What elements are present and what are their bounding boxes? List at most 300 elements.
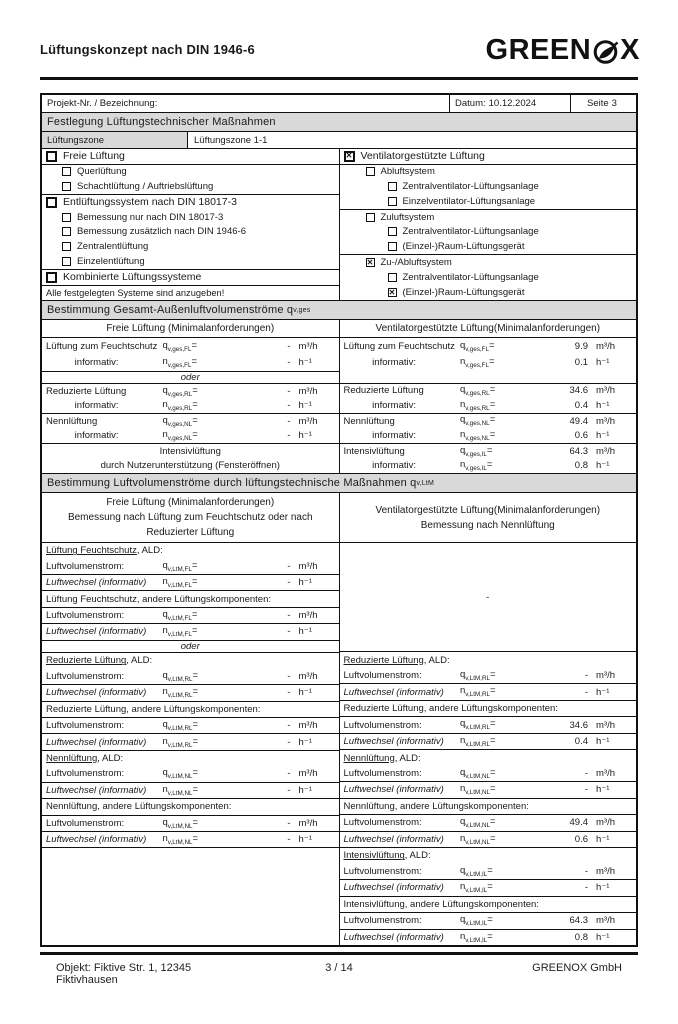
value-field: 0.6	[574, 833, 588, 845]
checkbox-icon[interactable]	[366, 213, 375, 222]
checkbox-icon[interactable]	[366, 167, 375, 176]
column-header-line: Ventilatorgestützte Lüftung(Minimalanforderungen)	[375, 504, 601, 516]
formula-symbol	[460, 669, 546, 682]
formula-label: Luftvolumenstrom:	[343, 719, 422, 731]
checkbox-label: Ventilatorgestützte Lüftung	[360, 150, 485, 163]
formula-row	[340, 338, 637, 354]
symbol-letter: q	[460, 864, 466, 876]
value-field: -	[287, 340, 291, 352]
heading-underlined: Nennlüftung	[46, 753, 98, 765]
symbol-subscript: v,ges,FL	[465, 361, 489, 369]
symbol-letter: q	[162, 608, 168, 620]
column-header-line: Reduzierter Lüftung	[146, 527, 235, 538]
formula-row	[340, 684, 637, 700]
formula-symbol	[163, 719, 249, 732]
symbol-letter: n	[460, 930, 466, 942]
symbol-letter: q	[162, 669, 168, 681]
unit-label: h⁻¹	[596, 833, 610, 845]
symbol-letter: n	[460, 783, 466, 795]
checkbox-icon[interactable]	[62, 213, 71, 222]
zone-row	[42, 132, 636, 149]
brand-logo	[486, 34, 640, 67]
checkbox-icon[interactable]	[62, 227, 71, 236]
formula-label: Luftwechsel (informativ)	[343, 784, 444, 796]
formula-row	[42, 766, 339, 782]
section-title-text: Festlegung Lüftungstechnischer Maßnahmen	[47, 116, 276, 128]
symbol-subscript: v,ges,NL	[465, 434, 490, 442]
equals-sign: =	[192, 833, 199, 845]
formula-label: informativ:	[372, 356, 416, 368]
formula-label: Luftwechsel (informativ)	[46, 784, 147, 796]
checkbox-group	[340, 210, 637, 256]
formula-label: Luftvolumenstrom:	[343, 865, 422, 877]
formula-label: Luftwechsel (informativ)	[343, 686, 444, 698]
symbol-letter: q	[460, 816, 466, 828]
block-heading	[42, 653, 339, 668]
value-field: -	[584, 686, 588, 698]
formula-row	[340, 930, 637, 945]
symbol-letter: q	[460, 414, 466, 426]
section-title-text: Bestimmung Gesamt-Außenluftvolumenströme q	[47, 304, 294, 316]
symbol-letter: q	[162, 816, 168, 828]
checkbox-item	[340, 179, 637, 194]
formula-symbol	[163, 415, 249, 428]
checkbox-icon[interactable]	[62, 167, 71, 176]
unit-label: h⁻¹	[596, 736, 610, 748]
equals-sign: =	[489, 398, 496, 410]
total-airflow-right-column	[340, 338, 637, 473]
formula-row	[340, 428, 637, 443]
section-title-subscript: v,LtM	[416, 479, 435, 487]
symbol-subscript: v,ges,IL	[465, 465, 487, 473]
symbol-subscript: v,ges,NL	[167, 435, 193, 443]
equals-sign: =	[192, 783, 199, 795]
checkbox-icon[interactable]	[388, 197, 397, 206]
heading-rest: , ALD:	[423, 654, 450, 666]
formula-symbol	[163, 609, 249, 622]
symbol-subscript: v,LtM,RL	[465, 674, 491, 682]
formula-symbol	[460, 685, 546, 698]
system-selection-area	[42, 149, 636, 301]
section2-title	[42, 301, 636, 320]
footer	[40, 962, 638, 986]
formula-label: Luftvolumenstrom:	[46, 560, 125, 572]
unit-label: m³/h	[596, 865, 615, 877]
checkbox-label: Bemessung zusätzlich nach DIN 1946-6	[77, 226, 246, 238]
formula-symbol	[460, 445, 546, 458]
symbol-subscript: v,ges,RL	[167, 405, 193, 413]
symbol-subscript: v,ges,NL	[167, 420, 193, 428]
checkbox-item	[340, 225, 637, 240]
checkbox-group	[340, 255, 637, 300]
value-field: 0.8	[574, 931, 588, 943]
checkbox-checked-icon[interactable]	[366, 258, 375, 267]
value-field: -	[287, 430, 291, 442]
column-header-left: Freie Lüftung (Minimalanforderungen)	[42, 320, 340, 337]
formula-row	[42, 816, 339, 832]
form-block	[340, 338, 637, 384]
value-field: -	[287, 386, 291, 398]
equals-sign: =	[486, 459, 493, 471]
formula-symbol	[163, 576, 249, 589]
formula-row	[42, 734, 339, 750]
formula-row	[340, 458, 637, 473]
symbol-letter: n	[162, 576, 168, 587]
formula-symbol	[163, 670, 249, 683]
unit-label: m³/h	[298, 415, 318, 427]
equals-sign: =	[192, 669, 199, 681]
formula-label: Nennlüftung	[46, 415, 98, 427]
value-field: 9.9	[574, 340, 588, 352]
formula-symbol	[163, 560, 249, 573]
unit-label: h⁻¹	[298, 736, 312, 748]
formula-symbol	[460, 459, 546, 472]
formula-label: Luftvolumenstrom:	[343, 670, 422, 682]
symbol-subscript: v,ges,IL	[465, 450, 487, 458]
value-field: -	[287, 577, 291, 589]
page-value: 3	[611, 98, 617, 109]
unit-label: h⁻¹	[596, 784, 610, 796]
formula-symbol	[163, 625, 249, 638]
value-field: -	[287, 736, 291, 748]
form-block	[42, 414, 339, 444]
section3-column-headers	[42, 493, 636, 543]
value-field: 64.3	[569, 915, 588, 927]
heading-rest: , ALD:	[394, 752, 421, 764]
symbol-subscript: v,LtM,NL	[465, 838, 491, 846]
symbol-letter: n	[162, 686, 168, 698]
symbol-subscript: v,ges,NL	[465, 420, 490, 428]
or-separator: oder	[180, 372, 200, 384]
formula-symbol	[163, 784, 249, 797]
or-separator: oder	[42, 641, 339, 654]
equals-sign: =	[490, 766, 496, 778]
value-field: -	[287, 400, 291, 412]
formula-symbol	[163, 686, 249, 699]
footer-page-indicator: 3 / 14	[325, 962, 353, 974]
equals-sign: =	[192, 767, 199, 779]
formula-symbol	[163, 356, 249, 369]
formula-row	[340, 384, 637, 399]
unit-label: m³/h	[298, 670, 318, 682]
value-field: -	[584, 784, 588, 796]
date-value: 10.12.2024	[488, 98, 537, 109]
checkbox-icon[interactable]	[46, 197, 57, 208]
column-header-line: Bemessung nach Lüftung zum Feuchtschutz oder nach	[67, 512, 313, 523]
equals-sign: =	[489, 384, 496, 396]
symbol-letter: q	[162, 767, 168, 779]
value-field: -	[287, 768, 291, 780]
symbol-subscript: v,LtM,FL	[167, 614, 192, 622]
value-field: -	[287, 784, 291, 796]
block-heading: Intensivlüftung, andere Lüftungskomponenten:	[340, 897, 637, 913]
formula-symbol	[460, 384, 546, 397]
formula-row	[340, 668, 637, 684]
value-field: -	[584, 767, 588, 779]
meta-row	[42, 95, 636, 113]
formula-row	[340, 354, 637, 370]
block-heading: Reduzierte Lüftung, andere Lüftungskomponenten:	[42, 702, 339, 718]
value-field: -	[584, 882, 588, 894]
document-title: Lüftungskonzept nach DIN 1946-6	[40, 42, 255, 57]
checkbox-label: Zu-/Abluftsystem	[380, 257, 452, 269]
symbol-subscript: v,LtM,IL	[465, 936, 488, 944]
unit-label: m³/h	[596, 415, 615, 427]
formula-label: Luftwechsel (informativ)	[46, 577, 147, 589]
date-field	[450, 95, 571, 112]
unit-label: h⁻¹	[298, 834, 312, 846]
checkbox-item	[42, 179, 339, 194]
formula-row	[340, 815, 637, 831]
unit-label: h⁻¹	[298, 430, 312, 442]
value-field: 49.4	[569, 817, 588, 829]
symbol-letter: q	[460, 384, 466, 396]
value-field: 0.1	[574, 356, 588, 368]
dash-placeholder: -	[486, 591, 490, 603]
checkbox-icon[interactable]	[46, 272, 57, 283]
value-field: 0.4	[574, 399, 588, 411]
value-field: -	[287, 834, 291, 846]
heading-underlined: Lüftung Feuchtschutz	[46, 545, 137, 557]
formula-row	[42, 685, 339, 701]
checkbox-icon[interactable]	[62, 242, 71, 251]
checkbox-label: Kombinierte Lüftungssysteme	[63, 271, 202, 284]
formula-row	[42, 575, 339, 591]
symbol-subscript: v,LtM,FL	[167, 631, 192, 639]
checkbox-icon[interactable]	[388, 273, 397, 282]
symbol-letter: n	[460, 832, 466, 844]
symbol-subscript: v,LtM,RL	[167, 675, 193, 683]
symbol-subscript: v,ges,RL	[167, 390, 193, 398]
form-table	[40, 93, 638, 947]
checkbox-icon[interactable]	[388, 182, 397, 191]
checkbox-item	[340, 165, 637, 180]
spacer	[340, 371, 637, 383]
symbol-subscript: v,LtM,NL	[465, 772, 491, 780]
formula-label: Luftwechsel (informativ)	[46, 626, 147, 638]
page-label: Seite	[587, 98, 609, 109]
equals-sign: =	[490, 832, 496, 844]
block-heading	[42, 543, 339, 558]
heading-rest: , ALD:	[404, 850, 431, 862]
formula-symbol	[460, 340, 546, 353]
checkbox-label: Abluftsystem	[380, 166, 435, 178]
value-field: 0.6	[574, 430, 588, 442]
formula-label: Luftwechsel (informativ)	[46, 736, 147, 748]
formula-row	[340, 913, 637, 929]
symbol-letter: q	[460, 668, 466, 680]
checkbox-item	[340, 210, 637, 225]
checkbox-checked-icon[interactable]	[388, 288, 397, 297]
equals-sign: =	[490, 734, 496, 746]
symbol-subscript: v,ges,RL	[465, 390, 490, 398]
formula-label: Luftwechsel (informativ)	[46, 687, 147, 699]
formula-row	[340, 398, 637, 413]
symbol-subscript: v,ges,FL	[167, 345, 192, 353]
formula-row	[340, 880, 637, 896]
formula-label: Luftvolumenstrom:	[46, 609, 125, 621]
page-number-field	[571, 95, 636, 112]
equals-sign: =	[192, 719, 199, 731]
checkbox-icon[interactable]	[388, 227, 397, 236]
symbol-letter: q	[460, 444, 466, 456]
equals-sign: =	[192, 384, 198, 396]
value-field: 0.4	[574, 736, 588, 748]
symbol-letter: q	[460, 914, 466, 926]
symbol-letter: n	[162, 355, 168, 367]
equals-sign: =	[490, 668, 496, 680]
symbol-subscript: v,ges,FL	[465, 345, 489, 353]
value-field: -	[287, 670, 291, 682]
footer-rule	[40, 952, 638, 955]
symbol-subscript: v,ges,FL	[167, 361, 192, 369]
unit-label: m³/h	[298, 817, 318, 829]
formula-symbol	[460, 783, 546, 796]
equals-sign: =	[191, 576, 198, 587]
unit-label: m³/h	[596, 817, 615, 829]
section-title-text: Bestimmung Luftvolumenströme durch lüftungstechnische Maßnahmen q	[47, 477, 417, 489]
value-field: -	[287, 720, 291, 732]
symbol-subscript: v,LtM,FL	[167, 581, 192, 589]
equals-sign: =	[490, 783, 496, 795]
formula-symbol	[460, 816, 546, 829]
symbol-letter: n	[162, 625, 168, 637]
formula-label: Luftwechsel (informativ)	[343, 931, 444, 943]
unit-label: m³/h	[596, 340, 615, 352]
brand-text-pre: GREEN	[485, 34, 592, 66]
checkbox-item	[340, 285, 637, 300]
leaf-o-icon	[592, 38, 619, 65]
checkbox-icon[interactable]	[62, 182, 71, 191]
unit-label: m³/h	[596, 767, 615, 779]
symbol-letter: n	[460, 881, 466, 893]
formula-row	[42, 558, 339, 574]
formula-symbol	[460, 865, 546, 878]
formula-label: informativ:	[372, 399, 416, 411]
checkbox-label: Schachtlüftung / Auftriebslüftung	[77, 180, 214, 192]
equals-sign: =	[191, 355, 198, 367]
checkbox-checked-icon[interactable]	[344, 151, 355, 162]
unit-label: m³/h	[596, 670, 615, 682]
equals-sign: =	[191, 608, 198, 620]
checkbox-item	[340, 270, 637, 285]
formula-symbol	[163, 399, 249, 412]
equals-sign: =	[191, 339, 198, 351]
heading-rest: , ALD:	[136, 545, 163, 557]
symbol-letter: n	[460, 398, 466, 410]
symbol-letter: n	[460, 685, 466, 697]
symbol-letter: n	[162, 833, 168, 845]
free-ventilation-column	[42, 149, 340, 300]
heading-underlined: Reduzierte Lüftung	[46, 655, 127, 667]
formula-symbol	[163, 833, 249, 846]
checkbox-item	[42, 225, 339, 240]
checkbox-item	[340, 149, 637, 165]
checkbox-label: Zentralentlüftung	[77, 241, 149, 253]
formula-label: Luftwechsel (informativ)	[46, 834, 147, 846]
unit-label: h⁻¹	[596, 686, 610, 698]
formula-label: informativ:	[74, 430, 119, 442]
checkbox-item	[340, 239, 637, 254]
symbol-letter: q	[460, 766, 466, 778]
checkbox-icon[interactable]	[62, 257, 71, 266]
value-field: 34.6	[569, 385, 588, 397]
equals-sign: =	[488, 355, 495, 367]
symbol-subscript: v,LtM,FL	[167, 565, 192, 573]
unit-label: h⁻¹	[298, 687, 312, 699]
symbol-subscript: v,LtM,NL	[465, 789, 491, 797]
equals-sign: =	[192, 429, 198, 441]
checkbox-label: Freie Lüftung	[63, 150, 125, 163]
symbol-subscript: v,LtM,IL	[465, 920, 488, 928]
symbol-letter: q	[162, 719, 168, 731]
symbol-subscript: v,LtM,NL	[167, 789, 193, 797]
formula-row	[42, 783, 339, 799]
formula-symbol	[460, 767, 546, 780]
block-heading: Lüftung Feuchtschutz, andere Lüftungskomponenten:	[42, 591, 339, 607]
formula-row	[42, 338, 339, 354]
block-heading	[340, 848, 637, 863]
column-header-right: Ventilatorgestützte Lüftung(Minimalanforderungen)	[375, 323, 601, 334]
checkbox-item	[42, 195, 339, 210]
formula-symbol	[460, 914, 546, 927]
unit-label: h⁻¹	[298, 626, 312, 638]
unit-label: m³/h	[298, 768, 318, 780]
unit-label: m³/h	[298, 386, 318, 398]
form-block	[340, 414, 637, 444]
column-header-line: Bemessung nach Nennlüftung	[420, 519, 555, 531]
brand-text-post: X	[620, 34, 640, 66]
checkbox-item	[340, 255, 637, 270]
checkbox-item	[42, 270, 339, 285]
heading-underlined: Nennlüftung	[343, 752, 395, 764]
formula-row	[42, 384, 339, 398]
equals-sign: =	[489, 429, 496, 441]
checkbox-icon[interactable]	[388, 242, 397, 251]
block-heading	[42, 751, 339, 766]
heading-rest: , ALD:	[97, 753, 124, 765]
unit-label: h⁻¹	[596, 399, 610, 411]
column-header-line: Freie Lüftung (Minimalanforderungen)	[106, 497, 275, 508]
checkbox-icon[interactable]	[46, 151, 57, 162]
formula-symbol	[460, 881, 546, 894]
equals-sign: =	[489, 414, 496, 426]
project-field	[42, 95, 450, 112]
value-field: -	[287, 560, 291, 572]
unit-label: h⁻¹	[298, 357, 312, 369]
equals-sign: =	[192, 735, 199, 747]
checkbox-item	[42, 165, 339, 180]
formula-symbol	[460, 735, 546, 748]
checkbox-label: Bemessung nur nach DIN 18017-3	[77, 211, 224, 223]
checkbox-label: Zentralventilator-Lüftungsanlage	[402, 181, 539, 193]
unit-label: h⁻¹	[596, 882, 610, 894]
symbol-letter: n	[460, 734, 466, 746]
symbol-letter: n	[460, 429, 466, 441]
value-field: -	[287, 687, 291, 699]
symbol-subscript: v,LtM,RL	[465, 740, 491, 748]
unit-label: m³/h	[298, 720, 318, 732]
symbol-subscript: v,LtM,RL	[167, 741, 193, 749]
form-block	[340, 444, 637, 473]
symbol-letter: q	[162, 384, 168, 396]
ltm-airflow-section	[42, 543, 636, 945]
value-field: -	[287, 626, 291, 638]
formula-row	[42, 718, 339, 734]
checkbox-item	[42, 239, 339, 254]
formula-label: Luftvolumenstrom:	[46, 768, 125, 780]
formula-symbol	[460, 833, 546, 846]
